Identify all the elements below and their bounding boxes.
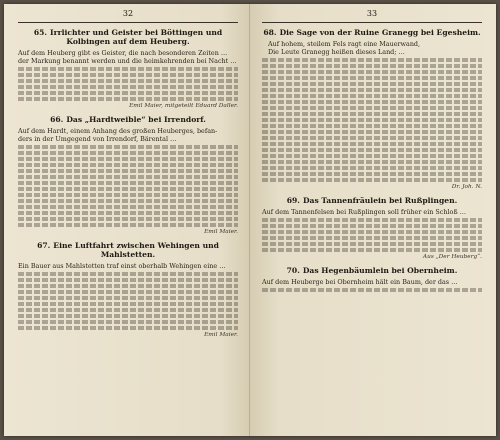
illegible-text: [262, 82, 482, 86]
illegible-text: [18, 308, 238, 312]
illegible-text: [18, 205, 238, 209]
illegible-text: [18, 302, 238, 306]
illegible-text: [262, 118, 482, 122]
right-page: [250, 4, 496, 436]
illegible-text: [262, 88, 482, 92]
illegible-text: [18, 278, 238, 282]
body-text: Auf dem Tannenfelsen bei Rußplingen soll früher ein Schloß …: [262, 208, 467, 216]
left-page: [4, 4, 250, 436]
illegible-text: [262, 242, 482, 246]
left-page-header: [18, 10, 238, 23]
body-text: Auf dem Hardt, einem Anhang des großen Heuberges, befan-: [18, 127, 218, 135]
section-credit: Aus „Der Heuberg“.: [422, 254, 482, 260]
illegible-text: [262, 166, 482, 170]
body-text: Auf dem Heuberge bei Obernheim hält ein Baum, der das …: [262, 278, 458, 286]
illegible-text: [18, 175, 238, 179]
illegible-text: [18, 157, 238, 161]
section-65: [18, 28, 238, 110]
right-page-header: [262, 10, 482, 23]
illegible-text: [262, 70, 482, 74]
left-page-number: 32: [122, 9, 134, 18]
section-title: 70. Das Hegenbäumlein bei Obernheim.: [286, 266, 458, 275]
section-70: [262, 266, 482, 292]
body-text: Die Leute Granegg heißen dieses Land; …: [268, 48, 405, 56]
illegible-text: [18, 193, 238, 197]
illegible-text: [18, 85, 238, 89]
body-text: Auf dem Heuberg gibt es Geister, die nach besonderen Zeiten …: [18, 49, 228, 57]
illegible-text: [18, 314, 238, 318]
section-credit: Emil Maier, mitgeteilt Eduard Daller.: [129, 103, 238, 109]
illegible-text: [18, 151, 238, 155]
illegible-text: [18, 97, 238, 101]
illegible-text: [18, 211, 238, 215]
illegible-text: [18, 163, 238, 167]
illegible-text: [262, 112, 482, 116]
illegible-text: [18, 145, 238, 149]
illegible-text: [262, 154, 482, 158]
section-67: [18, 241, 238, 339]
illegible-text: [262, 142, 482, 146]
illegible-text: [18, 169, 238, 173]
body-text: Ein Bauer aus Mahlstetten traf einst oberhalb Wehingen eine …: [18, 262, 226, 270]
section-66: [18, 115, 238, 236]
illegible-text: [262, 76, 482, 80]
illegible-text: [18, 290, 238, 294]
illegible-text: [262, 288, 482, 292]
body-text: der Markung benannt werden und die heimkehrenden bei Nacht …: [18, 57, 237, 65]
illegible-text: [262, 178, 482, 182]
illegible-text: [262, 58, 482, 62]
right-page-number: 33: [366, 9, 378, 18]
illegible-text: [18, 272, 238, 276]
illegible-text: [262, 124, 482, 128]
illegible-text: [262, 172, 482, 176]
body-text: ders in der Umgegend von Irrendorf, Bärental …: [18, 135, 177, 143]
section-title: 67. Eine Luftfahrt zwischen Wehingen und Mahlstetten.: [37, 241, 219, 259]
illegible-text: [262, 148, 482, 152]
illegible-text: [18, 320, 238, 324]
section-title: 69. Das Tannenfräulein bei Rußplingen.: [286, 196, 458, 205]
illegible-text: [262, 136, 482, 140]
illegible-text: [18, 199, 238, 203]
illegible-text: [18, 223, 238, 227]
book-spread: [4, 4, 496, 436]
section-title: 68. Die Sage von der Ruine Granegg bei Egesheim.: [263, 28, 481, 37]
illegible-text: [262, 106, 482, 110]
illegible-text: [18, 217, 238, 221]
section-title: 65. Irrlichter und Geister bei Böttingen und Kolbingen auf dem Heuberg.: [33, 28, 223, 46]
illegible-text: [18, 91, 238, 95]
illegible-text: [262, 248, 482, 252]
illegible-text: [18, 296, 238, 300]
illegible-text: [262, 130, 482, 134]
illegible-text: [262, 64, 482, 68]
section-credit: Emil Maier.: [204, 229, 238, 235]
illegible-text: [18, 79, 238, 83]
illegible-text: [18, 181, 238, 185]
illegible-text: [18, 67, 238, 71]
section-credit: Emil Maier.: [204, 332, 238, 338]
section-credit: Dr. Joh. N.: [451, 184, 482, 190]
illegible-text: [262, 236, 482, 240]
illegible-text: [18, 284, 238, 288]
illegible-text: [262, 224, 482, 228]
section-title: 66. Das „Hardtweible“ bei Irrendorf.: [50, 115, 206, 124]
illegible-text: [18, 326, 238, 330]
section-68: [262, 28, 482, 191]
body-text: Auf hohem, steilem Fels ragt eine Mauerwand,: [268, 40, 421, 48]
illegible-text: [262, 230, 482, 234]
illegible-text: [262, 218, 482, 222]
illegible-text: [18, 73, 238, 77]
illegible-text: [262, 160, 482, 164]
illegible-text: [262, 94, 482, 98]
illegible-text: [18, 187, 238, 191]
section-69: [262, 196, 482, 261]
illegible-text: [262, 100, 482, 104]
